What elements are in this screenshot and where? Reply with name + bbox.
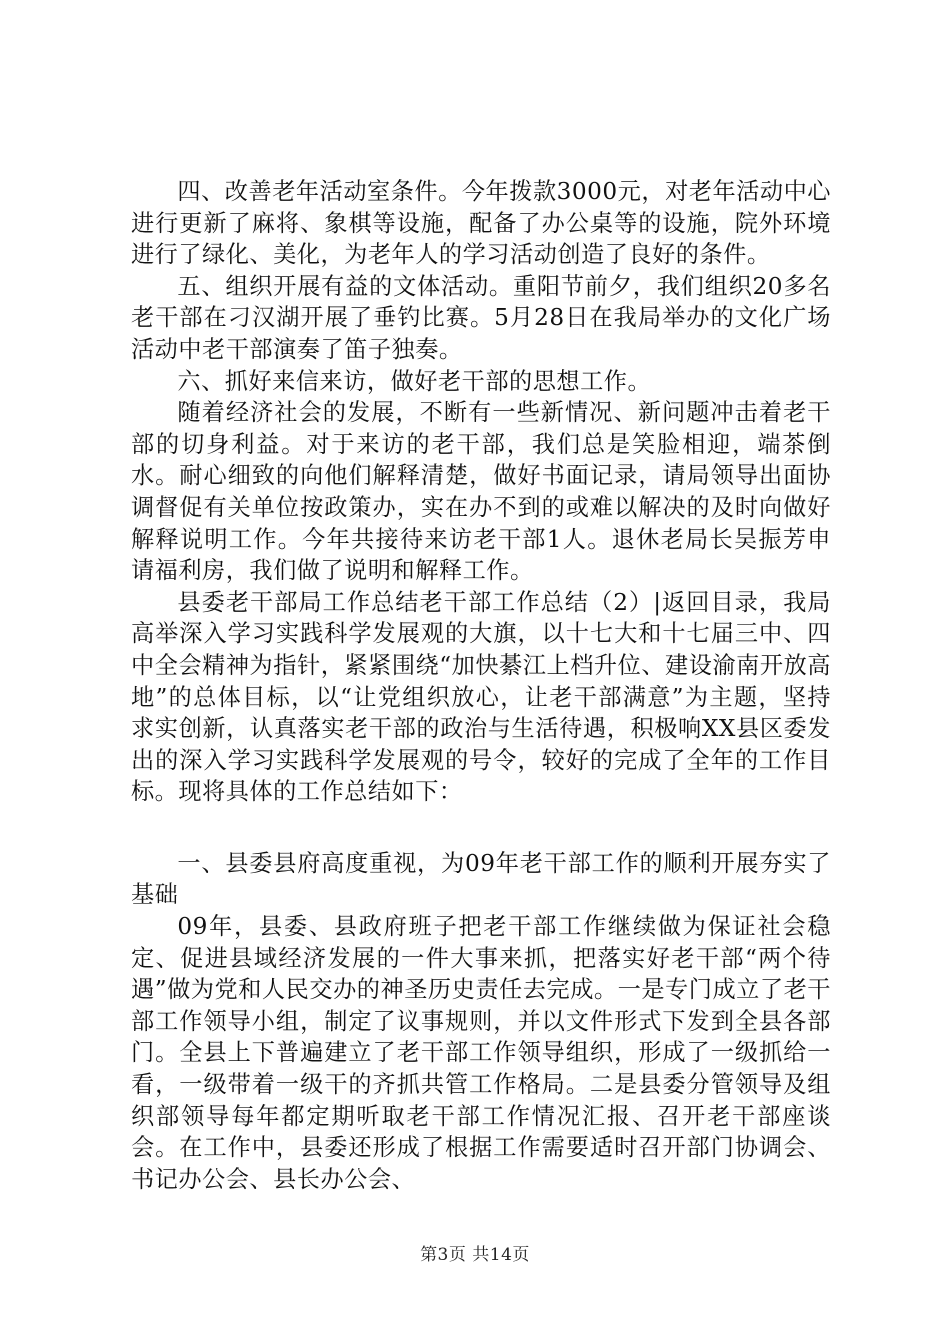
paragraph-body-09: 09年，县委、县政府班子把老干部工作继续做为保证社会稳定、促进县域经济发展的一件大事来抓，把落实好老干部“两个待遇”做为党和人民交办的神圣历史责任去完成。一是专门成立了老干部工作领导小组，制定了议事规则，并以文件形式下发到全县各部门。全县上下普遍建立了老干部工作领导组织，形成了一级抓给一看，一级带着一级干的齐抓共管工作格局。二是县委分管领导及组织部领导每年都定期听取老干部工作情况汇报、召开老干部座谈会。在工作中，县委还形成了根据工作需要适时召开部门协调会、书记办公会、县长办公会、 (131, 913, 831, 1193)
paragraph-spacer (131, 808, 831, 848)
paragraph-heading-one: 一、县委县府高度重视，为09年老干部工作的顺利开展夯实了基础 (131, 849, 831, 909)
document-body (131, 176, 831, 1195)
paragraph-section-five: 五、组织开展有益的文体活动。重阳节前夕，我们组织20多名老干部在刁汉湖开展了垂钓比赛。5月28日在我局举办的文化广场活动中老干部演奏了笛子独奏。 (131, 272, 831, 363)
paragraph-section-four: 四、改善老年活动室条件。今年拨款3000元，对老年活动中心进行更新了麻将、象棋等设施，配备了办公桌等的设施，院外环境进行了绿化、美化，为老年人的学习活动创造了良好的条件。 (131, 178, 831, 269)
paragraph-section-six: 六、抓好来信来访，做好老干部的思想工作。 (177, 367, 652, 395)
paragraph-visits: 随着经济社会的发展，不断有一些新情况、新问题冲击着老干部的切身利益。对于来访的老干部，我们总是笑脸相迎，端茶倒水。耐心细致的向他们解释清楚，做好书面记录，请局领导出面协调督促有关单位按政策办，实在办不到的或难以解决的及时向做好解释说明工作。今年共接待来访老干部1人。退休老局长吴振芳申请福利房，我们做了说明和解释工作。 (131, 399, 831, 585)
page-number: 第3页 共14页 (420, 1245, 530, 1265)
paragraph-summary-intro: 县委老干部局工作总结老干部工作总结（2）|返回目录，我局高举深入学习实践科学发展观的大旗，以十七大和十七届三中、四中全会精神为指针，紧紧围绕“加快綦江上档升位、建设渝南开放高地”的总体目标，以“让党组织放心，让老干部满意”为主题，坚持求实创新，认真落实老干部的政治与生活待遇，积极响XX县区委发出的深入学习实践科学发展观的号令，较好的完成了全年的工作目标。现将具体的工作总结如下： (131, 588, 831, 806)
